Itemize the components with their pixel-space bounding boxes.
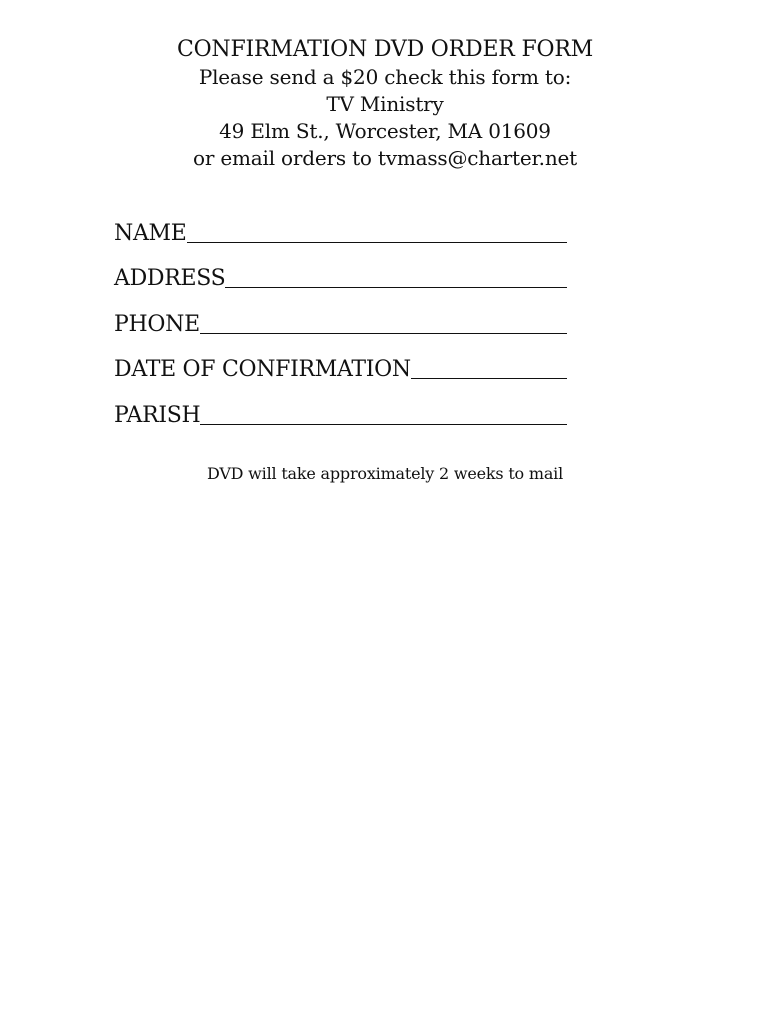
parish-field-label: PARISH: [114, 402, 201, 428]
recipient-name: TV Ministry: [326, 92, 444, 116]
phone-field-label: PHONE: [114, 311, 200, 337]
phone-field-blank[interactable]: [200, 333, 567, 334]
delivery-note: DVD will take approximately 2 weeks to mail: [206, 464, 564, 483]
parish-field-row: [114, 385, 567, 431]
email-instruction: or email orders to tvmass@charter.net: [193, 146, 577, 170]
name-field-label: NAME: [114, 220, 187, 246]
confirmation-date-field-row: [114, 340, 567, 386]
form-header: [0, 36, 770, 172]
name-field-row: [114, 203, 567, 249]
address-field-label: ADDRESS: [114, 266, 226, 292]
address-field-row: [114, 249, 567, 295]
form-title: CONFIRMATION DVD ORDER FORM: [176, 37, 594, 62]
phone-field-row: [114, 294, 567, 340]
parish-field-blank[interactable]: [200, 424, 567, 425]
mailing-address: 49 Elm St., Worcester, MA 01609: [219, 119, 551, 143]
order-fields: [114, 203, 567, 431]
payment-instruction: Please send a $20 check this form to:: [198, 65, 572, 89]
confirmation-date-field-label: DATE OF CONFIRMATION: [114, 357, 411, 383]
name-field-blank[interactable]: [187, 242, 567, 243]
confirmation-date-field-blank[interactable]: [411, 378, 567, 379]
address-field-blank[interactable]: [225, 287, 567, 288]
